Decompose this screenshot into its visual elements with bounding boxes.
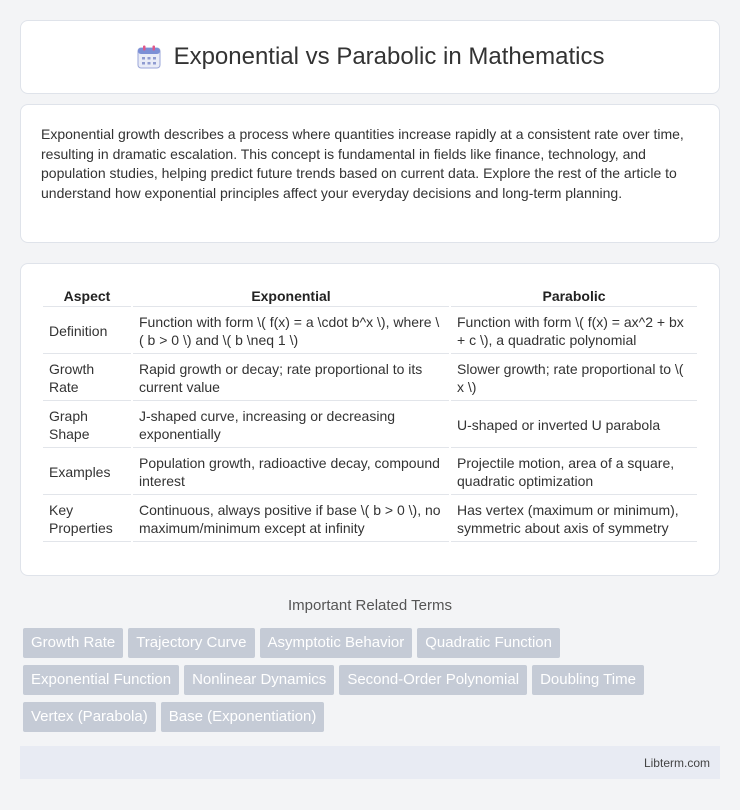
table-row <box>43 309 697 354</box>
related-term-tag[interactable]: Asymptotic Behavior <box>260 628 413 658</box>
related-term-tag[interactable]: Exponential Function <box>23 665 179 695</box>
page-title: Exponential vs Parabolic in Mathematics <box>173 43 605 70</box>
aspect-cell: Growth Rate <box>43 356 131 401</box>
parabolic-cell: Projectile motion, area of a square, quadratic optimization <box>451 450 697 495</box>
footer-site-link[interactable]: Libterm.com <box>643 755 710 770</box>
aspect-cell: Definition <box>43 309 131 354</box>
exponential-cell: Rapid growth or decay; rate proportional to its current value <box>133 356 449 401</box>
parabolic-cell: Has vertex (maximum or minimum), symmetric about axis of symmetry <box>451 497 697 542</box>
related-term-tag[interactable]: Nonlinear Dynamics <box>184 665 334 695</box>
footer <box>20 746 720 779</box>
intro-card <box>20 104 720 243</box>
header-exponential: Exponential <box>133 286 449 307</box>
aspect-cell: Examples <box>43 450 131 495</box>
table-header-row <box>43 286 697 307</box>
header-card <box>20 20 720 94</box>
aspect-cell: Key Properties <box>43 497 131 542</box>
parabolic-cell: Function with form \( f(x) = ax^2 + bx + c \), a quadratic polynomial <box>451 309 697 354</box>
related-terms-title: Important Related Terms <box>288 597 452 614</box>
calendar-icon <box>136 44 162 70</box>
intro-text: Exponential growth describes a process where quantities increase rapidly at a consistent rate over time, resulting in dramatic escalation. This concept is fundamental in fields like finance, technology, and population studies, helping predict future trends based on current data. Explore the rest of the article to understand how exponential principles affect your everyday decisions and long-term planning. <box>41 126 684 201</box>
related-term-tag[interactable]: Quadratic Function <box>417 628 560 658</box>
exponential-cell: Population growth, radioactive decay, compound interest <box>133 450 449 495</box>
related-term-tag[interactable]: Second-Order Polynomial <box>339 665 527 695</box>
parabolic-cell: U-shaped or inverted U parabola <box>451 403 697 448</box>
related-term-tag[interactable]: Vertex (Parabola) <box>23 702 156 732</box>
comparison-table <box>41 284 699 544</box>
comparison-card <box>20 263 720 576</box>
exponential-cell: J-shaped curve, increasing or decreasing exponentially <box>133 403 449 448</box>
related-term-tag[interactable]: Doubling Time <box>532 665 644 695</box>
related-term-tag[interactable]: Growth Rate <box>23 628 123 658</box>
header-aspect: Aspect <box>43 286 131 307</box>
related-terms-list <box>23 628 723 739</box>
table-row <box>43 450 697 495</box>
related-term-tag[interactable]: Trajectory Curve <box>128 628 254 658</box>
table-row <box>43 356 697 401</box>
parabolic-cell: Slower growth; rate proportional to \( x \) <box>451 356 697 401</box>
header-parabolic: Parabolic <box>451 286 697 307</box>
exponential-cell: Function with form \( f(x) = a \cdot b^x \), where \( b > 0 \) and \( b \neq 1 \) <box>133 309 449 354</box>
related-term-tag[interactable]: Base (Exponentiation) <box>161 702 325 732</box>
table-row <box>43 403 697 448</box>
exponential-cell: Continuous, always positive if base \( b > 0 \), no maximum/minimum except at infinity <box>133 497 449 542</box>
aspect-cell: Graph Shape <box>43 403 131 448</box>
table-row <box>43 497 697 542</box>
